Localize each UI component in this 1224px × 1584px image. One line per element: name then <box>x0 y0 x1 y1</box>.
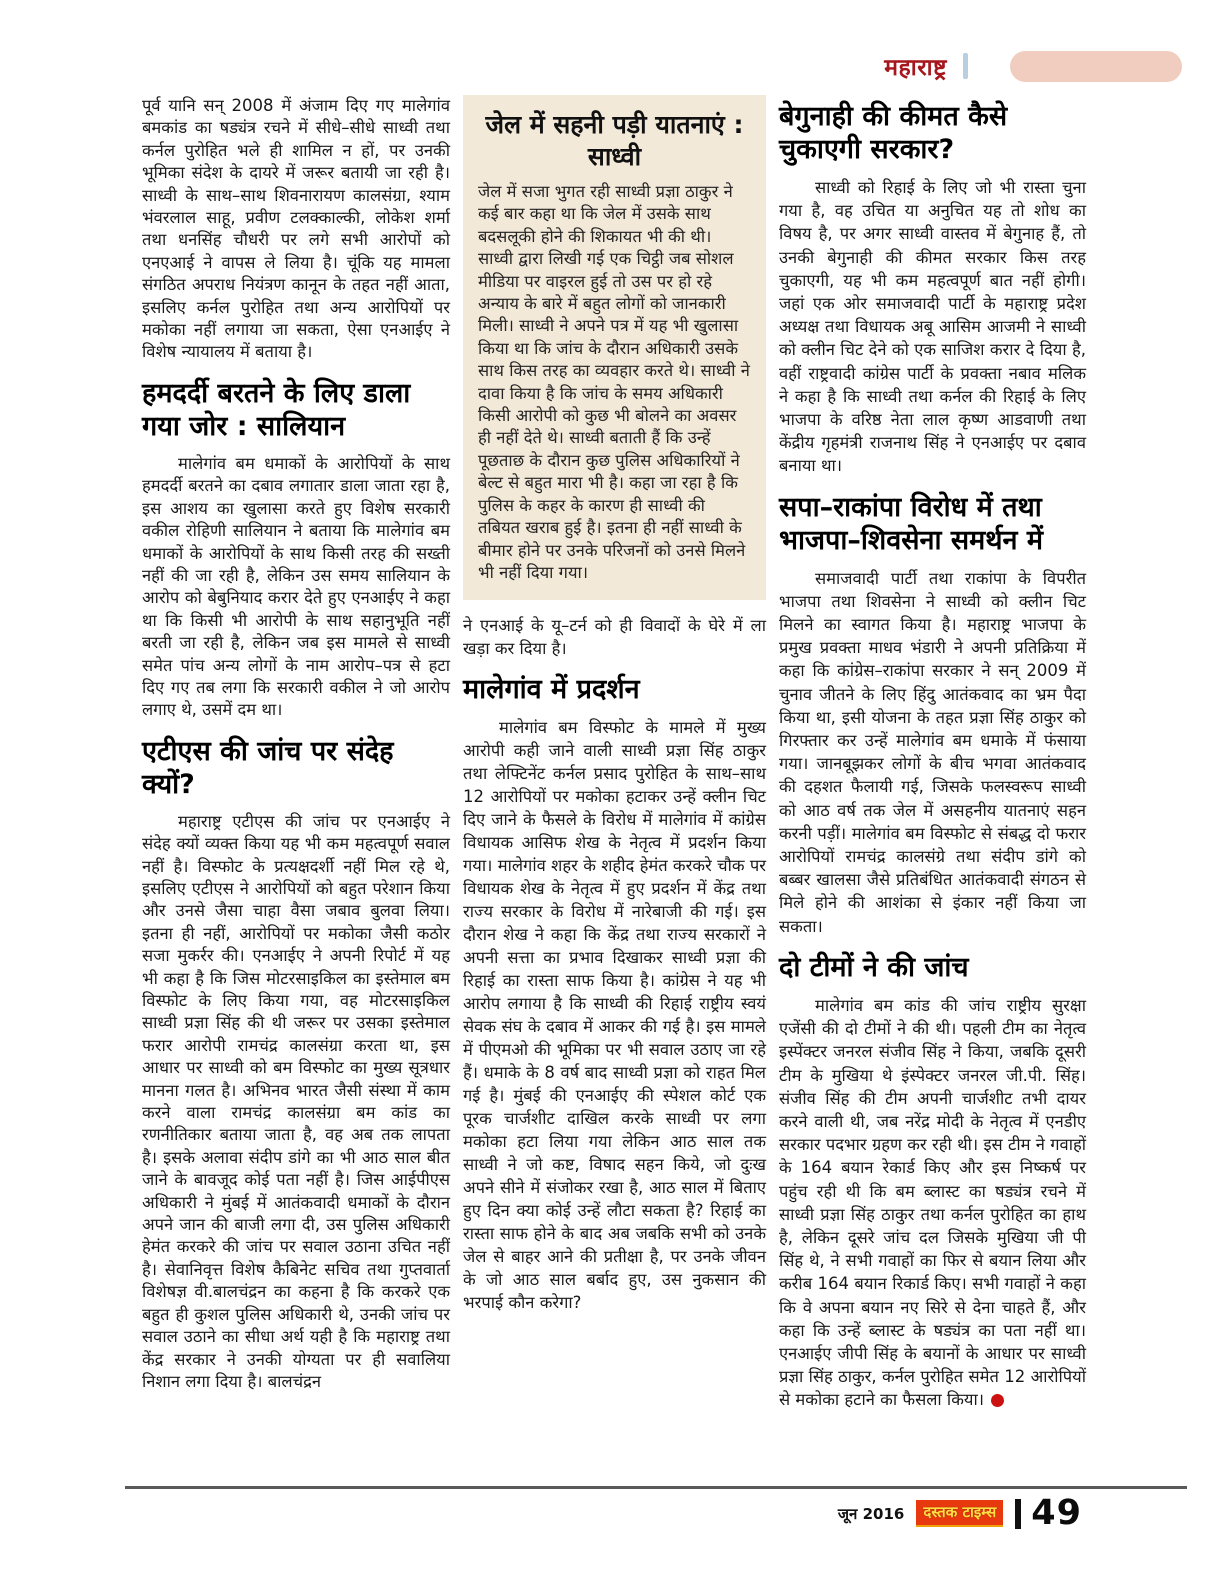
paragraph: मालेगांव बम विस्फोट के मामले में मुख्य आरोपी कही जाने वाली साध्वी प्रज्ञा सिंह ठाकुर तथा लेफ्टिनेंट कर्नल प्रसाद पुरोहित के साथ–साथ 12 आरोपियों पर मकोका हटाकर उन्हें क्लीन चिट दिए जाने के फैसले के विरोध में मालेगांव में कांग्रेस विधायक आसिफ शेख के नेतृत्व में प्रदर्शन किया गया। मालेगांव शहर के शहीद हेमंत करकरे चौक पर विधायक शेख के नेतृत्व में हुए प्रदर्शन में केंद्र तथा राज्य सरकार के विरोध में नारेबाजी की गई। इस दौरान शेख ने कहा कि केंद्र तथा राज्य सरकारों ने अपनी सत्ता का प्रभाव दिखाकर साध्वी प्रज्ञा की रिहाई का रास्ता साफ किया है। कांग्रेस ने यह भी आरोप लगाया है कि साध्वी की रिहाई राष्ट्रीय स्वयं सेवक संघ के दबाव में आकर की गई है। इस मामले में पीएमओ की भूमिका पर भी सवाल उठाए जा रहे हैं। धमाके के 8 वर्ष बाद साध्वी प्रज्ञा को राहत मिल गई है। मुंबई की एनआईए की स्पेशल कोर्ट एक पूरक चार्जशीट दाखिल करके साध्वी पर लगा मकोका हटा लिया गया लेकिन आठ साल तक साध्वी ने जो कष्ट, विषाद सहन किये, जो दुःख अपने सीने में संजोकर रखा है, आठ साल में बिताए हुए दिन क्या कोई उन्हें लौटा सकता है? रिहाई का रास्ता साफ होने के बाद अब जबकि सभी को उनके जेल से बाहर आने की प्रतीक्षा है, पर उनके जीवन के जो आठ साल बर्बाद हुए, उस नुकसान की भरपाई कौन करेगा? <box>463 718 766 1313</box>
highlight-box <box>463 95 766 600</box>
paragraph-text: मालेगांव बम कांड की जांच राष्ट्रीय सुरक्षा एजेंसी की दो टीमों ने की थी। पहली टीम का नेतृत्व इस्पेंक्टर जनरल संजीव सिंह ने किया, जबकि दूसरी टीम के मुखिया थे इंस्पेक्टर जनरल जी.पी. सिंह। संजीव सिंह की टीम अपनी चार्जशीट तभी दायर करने वाली थी, जब नरेंद्र मोदी के नेतृत्व में एनडीए सरकार पदभार ग्रहण कर रही थी। इस टीम ने गवाहों के 164 बयान रेकार्ड किए और इस निष्कर्ष पर पहुंच रही थी कि बम ब्लास्ट का षड्यंत्र रचने में साध्वी प्रज्ञा सिंह ठाकुर तथा कर्नल पुरोहित का हाथ है, लेकिन दूसरे जांच दल जिसके मुखिया जी पी सिंह थे, ने सभी गवाहों का फिर से बयान लिया और करीब 164 बयान रिकार्ड किए। सभी गवाहों ने कहा कि वे अपना बयान नए सिरे से देना चाहते हैं, और कहा कि उन्हें ब्लास्ट के षड्यंत्र का पता नहीं था। एनआईए जीपी सिंह के बयानों के आधार पर साध्वी प्रज्ञा सिंह ठाकुर, कर्नल पुरोहित समेत 12 आरोपियों से मकोका हटाने का फैसला किया। <box>779 995 1086 1410</box>
column-2 <box>463 95 766 1314</box>
highlight-box-text: जेल में सजा भुगत रही साध्वी प्रज्ञा ठाकुर ने कई बार कहा था कि जेल में उसके साथ बदसलूकी होने की शिकायत भी की थी। साध्वी द्वारा लिखी गई एक चिट्ठी जब सोशल मीडिया पर वाइरल हुई तो उस पर हो रहे अन्याय के बारे में बहुत लोगों को जानकारी मिली। साध्वी ने अपने पत्र में यह भी खुलासा किया था कि जांच के दौरान अधिकारी उसके साथ किस तरह का व्यवहार करते थे। साध्वी ने दावा किया है कि जांच के समय अधिकारी किसी आरोपी को कुछ भी बोलने का अवसर ही नहीं देते थे। साध्वी बताती हैं कि उन्हें पूछताछ के दौरान कुछ पुलिस अधिकारियों ने बेल्ट से बहुत मारा भी है। कहा जा रहा है कि पुलिस के कहर के कारण ही साध्वी की तबियत खराब हुई है। इतना ही नहीं साध्वी के बीमार होने पर उनके परिजनों को उनसे मिलने भी नहीं दिया गया। <box>478 182 750 582</box>
column-1 <box>142 95 450 1393</box>
paragraph: समाजवादी पार्टी तथा राकांपा के विपरीत भाजपा तथा शिवसेना ने साध्वी को क्लीन चिट मिलने का स्वागत किया है। महाराष्ट्र भाजपा के प्रमुख प्रवक्ता माधव भंडारी ने अपनी प्रतिक्रिया में कहा कि कांग्रेस–राकांपा सरकार ने सन् 2009 में चुनाव जीतने के लिए हिंदु आतंकवाद का भ्रम पैदा किया था, इसी योजना के तहत प्रज्ञा सिंह ठाकुर को गिरफ्तार कर उन्हें मालेगांव बम धमाके में फंसाया गया। जानबूझकर लोगों के बीच भगवा आतंकवाद की दहशत फैलायी गई, जिसके फलस्वरूप साध्वी को आठ वर्ष तक जेल में असहनीय यातनाएं सहन करनी पड़ीं। मालेगांव बम विस्फोट से संबद्ध दो फरार आरोपियों रामचंद्र कालसंग्रे तथा संदीप डांगे को बब्बर खालसा जैसे प्रतिबंधित आतंकवादी संगठन से मिले होने की आशंका से इंकार नहीं किया जा सकता। <box>779 568 1086 936</box>
paragraph <box>779 994 1086 1412</box>
footer-rule <box>125 1486 1187 1489</box>
heading-ats-janch: एटीएस की जांच पर संदेह क्यों? <box>142 735 394 800</box>
heading-begunahi: बेगुनाही की कीमत कैसे चुकाएगी सरकार? <box>779 101 1008 165</box>
heading-sapa-rakanpa: सपा–राकांपा विरोध में तथा भाजपा–शिवसेना समर्थन में <box>779 491 1044 556</box>
page-number: 49 <box>1031 1493 1082 1533</box>
highlight-box-title: जेल में सहनी पड़ी यातनाएं : साध्वी <box>485 110 744 171</box>
page-header <box>884 50 1182 82</box>
column-3 <box>779 100 1086 1412</box>
paragraph: मालेगांव बम धमाकों के आरोपियों के साथ हमदर्दी बरतने का दबाव लगातार डाला जाता रहा है, इस आशय का खुलासा करते हुए विशेष सरकारी वकील रोहिणी सालियान ने बताया कि मालेगांव बम धमाकों के आरोपियों के साथ किसी तरह की सख्ती नहीं की जा रही है, लेकिन उस समय सालियान के आरोप को बेबुनियाद करार देते हुए एनआईए ने कहा था कि किसी भी आरोपी के साथ सहानुभूति नहीं बरती जा रही है, लेकिन जब इस मामले से साध्वी समेत पांच अन्य लोगों के नाम आरोप–पत्र से हटा दिए गए तब लगा कि सरकारी वकील ने जो आरोप लगाए थे, उसमें दम था। <box>142 453 450 720</box>
header-pill-decoration <box>1010 51 1182 82</box>
paragraph: महाराष्ट्र एटीएस की जांच पर एनआईए ने संदेह क्यों व्यक्त किया यह भी कम महत्वपूर्ण सवाल नहीं है। विस्फोट के प्रत्यक्षदर्शी नहीं मिल रहे थे, इसलिए एटीएस ने आरोपियों को बहुत परेशान किया और उनसे जैसा चाहा वैसा जबाव बुलवा लिया। इतना ही नहीं, आरोपियों पर मकोका जैसी कठोर सजा मुकर्रर की। एनआईए ने अपनी रिपोर्ट में यह भी कहा है कि जिस मोटरसाइकिल का इस्तेमाल बम विस्फोट के लिए किया गया, वह मोटरसाइकिल साध्वी प्रज्ञा सिंह की थी जरूर पर उसका इस्तेमाल फरार आरोपी रामचंद्र कालसंग्रा करता था, इस आधार पर साध्वी को बम विस्फोट का मुख्य सूत्रधार मानना गलत है। अभिनव भारत जैसी संस्था में काम करने वाला रामचंद्र कालसंग्रा बम कांड का रणनीतिकार बताया जाता है, वह अब तक लापता है। इसके अलावा संदीप डांगे का भी आठ साल बीत जाने के बावजूद कोई पता नहीं है। जिस आईपीएस अधिकारी ने मुंबई में आतंकवादी धमाकों के दौरान अपने जान की बाजी लगा दी, उस पुलिस अधिकारी हेमंत करकरे की जांच पर सवाल उठाना उचित नहीं है। सेवानिवृत्त विशेष कैबिनेट सचिव तथा गुप्तवार्ता विशेषज्ञ वी.बालचंद्रन का कहना है कि करकरे एक बहुत ही कुशल पुलिस अधिकारी थे, उनकी जांच पर सवाल उठाने का सीधा अर्थ यही है कि महाराष्ट्र तथा केंद्र सरकार ने उनकी योग्यता पर ही सवालिया निशान लगा दिया है। बालचंद्रन <box>142 811 450 1391</box>
paragraph: साध्वी को रिहाई के लिए जो भी रास्ता चुना गया है, वह उचित या अनुचित यह तो शोध का विषय है, पर अगर साध्वी वास्तव में बेगुनाह हैं, तो उनकी बेगुनाही की कीमत सरकार किस तरह चुकाएगी, यह भी कम महत्वपूर्ण बात नहीं होगी। जहां एक ओर समाजवादी पार्टी के महाराष्ट्र प्रदेश अध्यक्ष तथा विधायक अबू आसिम आजमी ने साध्वी को क्लीन चिट देने को एक साजिश करार दे दिया है, वहीं राष्ट्रवादी कांग्रेस पार्टी के प्रवक्ता नबाव मलिक ने कहा है कि साध्वी तथा कर्नल की रिहाई के लिए भाजपा के वरिष्ठ नेता लाल कृष्ण आडवाणी तथा केंद्रीय गृहमंत्री राजनाथ सिंह ने एनआईए पर दबाव बनाया था। <box>779 178 1086 476</box>
heading-do-teams: दो टीमों ने की जांच <box>779 951 969 983</box>
heading-malegaon-pradarshan: मालेगांव में प्रदर्शन <box>463 674 640 706</box>
page-footer <box>837 1493 1082 1533</box>
paragraph: ने एनआई के यू–टर्न को ही विवादों के घेरे में ला खड़ा कर दिया है। <box>463 616 766 659</box>
footer-divider <box>1015 1499 1021 1529</box>
magazine-logo: दस्तक टाइम्स <box>916 1500 1003 1527</box>
issue-date: जून 2016 <box>837 1504 905 1523</box>
heading-hamdardi: हमदर्दी बरतने के लिए डाला गया जोर : सालियान <box>142 377 411 442</box>
paragraph: पूर्व यानि सन् 2008 में अंजाम दिए गए मालेगांव बमकांड का षड्यंत्र रचने में सीधे–सीधे साध्वी तथा कर्नल पुरोहित भले ही शामिल न हों, पर उनकी भूमिका संदेश के दायरे में जरूर बतायी जा रही है। साध्वी के साथ–साथ शिवनारायण कालसंग्रा, श्याम भंवरलाल साहू, प्रवीण टलक्काल्की, लोकेश शर्मा तथा धनसिंह चौधरी पर लगे सभी आरोपों को एनएआई ने वापस ले लिया है। चूंकि यह मामला संगठित अपराध नियंत्रण कानून के तहत नहीं आता, इसलिए कर्नल पुरोहित तथा अन्य आरोपियों पर मकोका नहीं लगाया जा सकता, ऐसा एनआईए ने विशेष न्यायालय में बताया है। <box>142 96 450 362</box>
section-label: महाराष्ट्र <box>884 55 947 81</box>
header-separator <box>963 53 968 79</box>
article-end-dot-icon <box>991 1394 1004 1407</box>
